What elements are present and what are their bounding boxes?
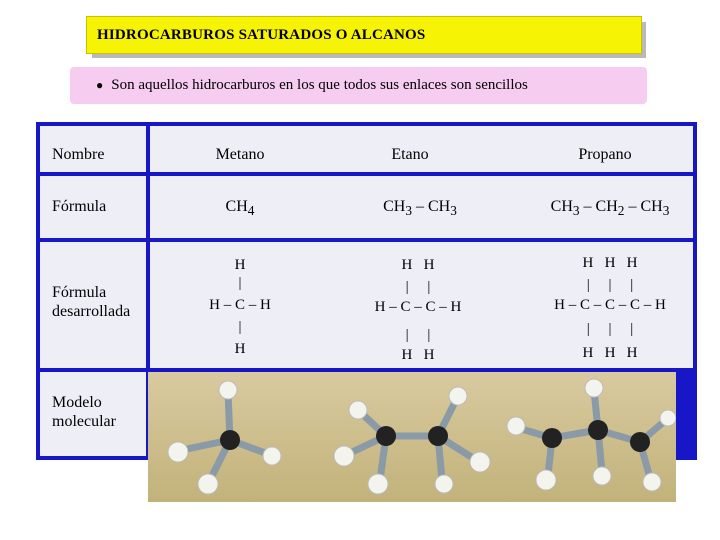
formula-propano bbox=[510, 198, 710, 219]
page-title bbox=[86, 16, 642, 54]
metano-model-photo bbox=[148, 372, 326, 502]
formula-subscript: 4 bbox=[247, 203, 255, 219]
etano-dev-bond: | | bbox=[405, 279, 431, 295]
formula-part: CH bbox=[225, 198, 248, 215]
formula-bond: – bbox=[624, 198, 641, 215]
page-title-text: HIDROCARBUROS SATURADOS O ALCANOS bbox=[97, 26, 426, 43]
etano-model-photo bbox=[326, 372, 498, 502]
formula-part: CH bbox=[550, 198, 573, 215]
label-nombre: Nombre bbox=[52, 146, 105, 163]
label-modelo-1: Modelo bbox=[52, 394, 102, 411]
propano-dev-bond: | | | bbox=[586, 277, 634, 293]
formula-subscript: 3 bbox=[572, 203, 580, 219]
formula-subscript: 3 bbox=[450, 203, 457, 219]
propano-dev-bond: | | | bbox=[586, 321, 634, 337]
propano-dev-main: H – C – C – C – H bbox=[554, 297, 666, 313]
etano-dev-main: H – C – C – H bbox=[374, 299, 462, 315]
name-propano: Propano bbox=[578, 146, 632, 163]
propano-model-photo bbox=[498, 372, 676, 502]
label-desarrollada-2: desarrollada bbox=[52, 303, 131, 320]
formula-subscript: 3 bbox=[405, 203, 412, 219]
formula-part: CH bbox=[595, 198, 618, 215]
label-formula: Fórmula bbox=[52, 198, 107, 215]
definition-text: Son aquellos hidrocarburos en los que todos sus enlaces son sencillos bbox=[111, 77, 528, 93]
label-desarrollada-1: Fórmula bbox=[52, 284, 107, 301]
propano-dev-bottom: H H H bbox=[582, 345, 638, 361]
name-metano: Metano bbox=[215, 146, 265, 163]
metano-dev-bottom: H bbox=[234, 341, 246, 357]
formula-part: CH bbox=[383, 198, 406, 215]
formula-bond: – bbox=[412, 198, 428, 215]
definition-box bbox=[70, 67, 647, 104]
formula-part: CH bbox=[640, 198, 663, 215]
propano-dev-top: H H H bbox=[582, 255, 638, 271]
metano-dev-bond: | bbox=[238, 319, 242, 335]
etano-dev-bond: | | bbox=[405, 327, 431, 343]
formula-subscript: 3 bbox=[662, 203, 670, 219]
metano-dev-main: H – C – H bbox=[209, 297, 271, 313]
name-etano: Etano bbox=[391, 146, 429, 163]
formula-metano bbox=[160, 198, 320, 219]
etano-dev-bottom: H H bbox=[401, 347, 435, 363]
formula-bond: – bbox=[579, 198, 596, 215]
formula-subscript: 2 bbox=[617, 203, 625, 219]
metano-dev-top: H bbox=[234, 257, 246, 273]
formula-part: CH bbox=[428, 198, 451, 215]
label-modelo-2: molecular bbox=[52, 413, 116, 430]
bullet-icon: ● bbox=[96, 78, 104, 92]
metano-dev-bond: | bbox=[238, 275, 242, 291]
etano-dev-top: H H bbox=[401, 257, 435, 273]
formula-etano bbox=[330, 198, 510, 219]
